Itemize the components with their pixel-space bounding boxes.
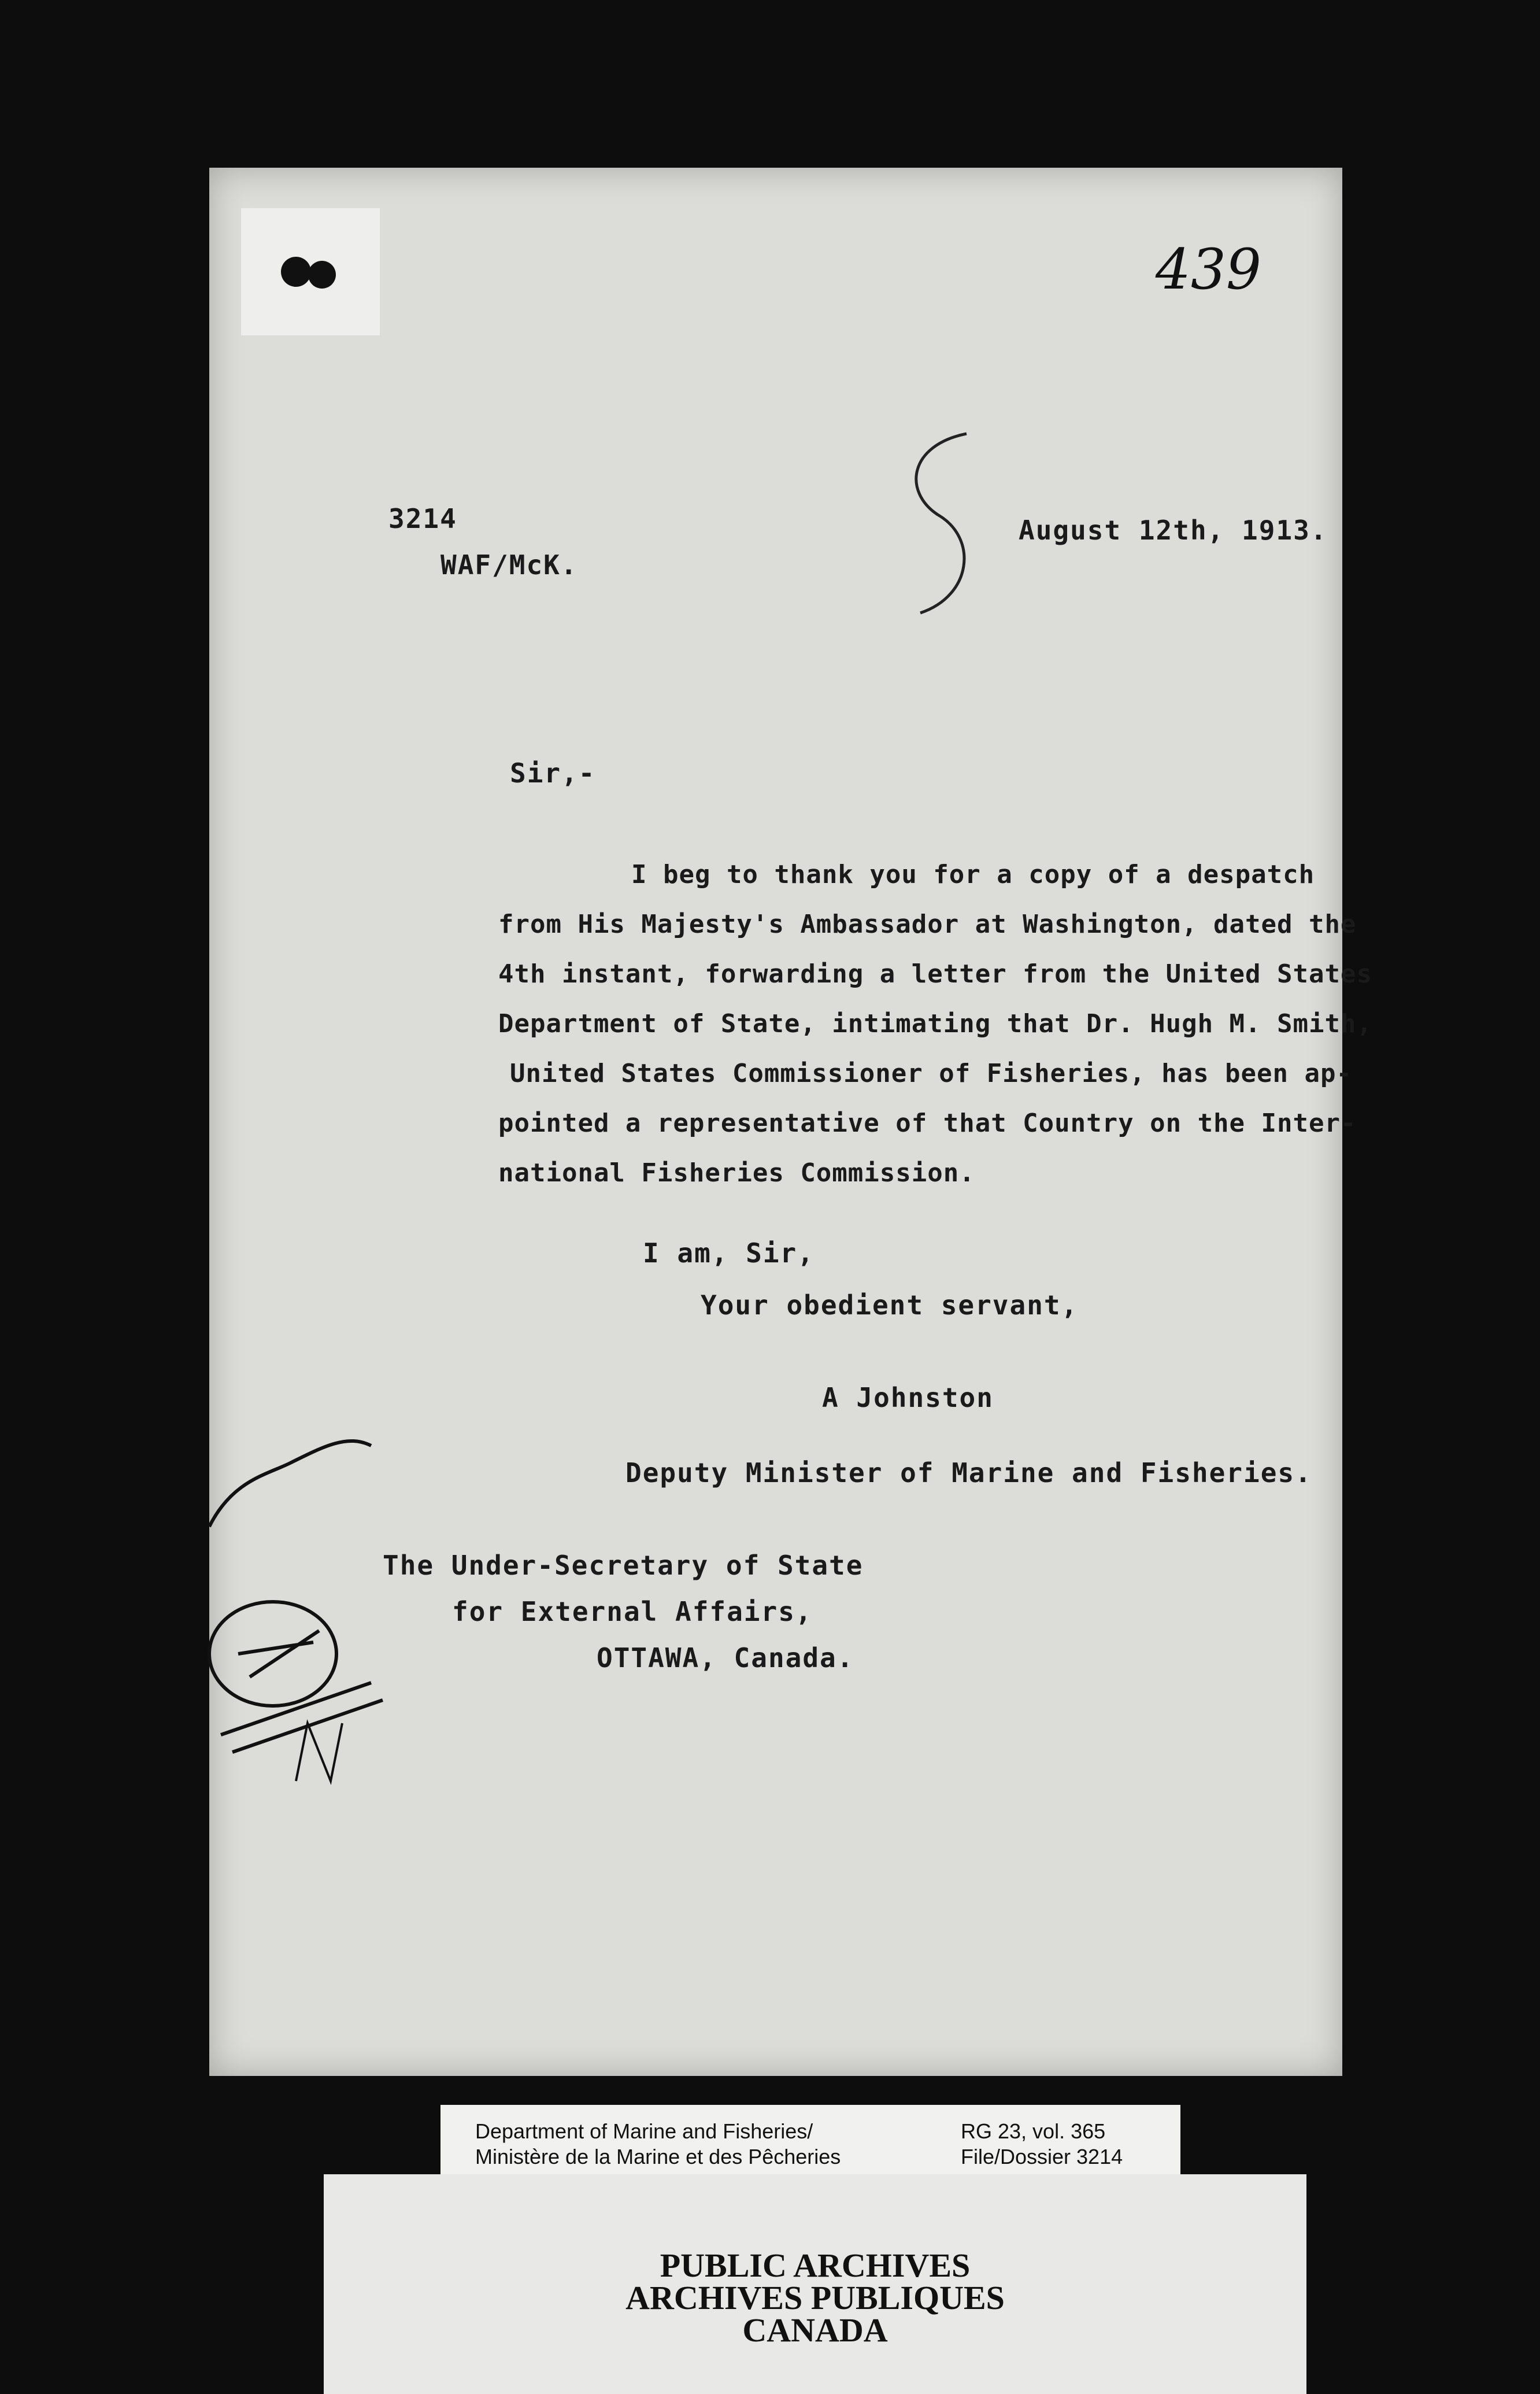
- body-line: United States Commissioner of Fisheries, has been ap-: [510, 1059, 1352, 1088]
- file-number-label: File/Dossier 3214: [961, 2145, 1123, 2168]
- file-number: 3214: [388, 503, 457, 534]
- body-line: I beg to thank you for a copy of a despatch: [631, 860, 1315, 889]
- archives-line-3: CANADA: [742, 2311, 888, 2349]
- page-number: 439: [1155, 237, 1261, 302]
- signatory-title: Deputy Minister of Marine and Fisheries.: [625, 1457, 1312, 1488]
- letter-date: August 12th, 1913.: [1019, 515, 1328, 546]
- closing-line-2: Your obedient servant,: [701, 1290, 1079, 1321]
- reference-initials: WAF/McK.: [440, 549, 578, 581]
- archives-stamp-card: [324, 2174, 1306, 2394]
- closing-line-1: I am, Sir,: [643, 1237, 815, 1269]
- letter-body: [498, 850, 1372, 1198]
- body-line: 4th instant, forwarding a letter from the United States: [498, 959, 1372, 989]
- salutation: Sir,-: [510, 758, 596, 789]
- body-line: national Fisheries Commission.: [498, 1158, 975, 1188]
- handwritten-five-mark: [862, 422, 990, 630]
- body-line: from His Majesty's Ambassador at Washington, dated the: [498, 910, 1357, 939]
- body-line: Department of State, intimating that Dr. Hugh M. Smith,: [498, 1009, 1372, 1039]
- department-english: Department of Marine and Fisheries/: [475, 2119, 813, 2143]
- record-group: RG 23, vol. 365: [961, 2119, 1106, 2143]
- punch-hole-marks: [241, 208, 380, 335]
- archives-line-2: ARCHIVES PUBLIQUES: [625, 2279, 1005, 2317]
- handwritten-approval-mark: [198, 1411, 440, 1816]
- signature: A Johnston: [822, 1382, 994, 1413]
- punch-hole-icon: [241, 208, 380, 335]
- addressee-line-3: OTTAWA, Canada.: [597, 1642, 854, 1673]
- addressee-line-1: The Under-Secretary of State: [383, 1550, 864, 1581]
- label-department: [475, 2119, 841, 2170]
- department-french: Ministère de la Marine et des Pêcheries: [475, 2145, 841, 2168]
- body-line: pointed a representative of that Country on the Inter-: [498, 1109, 1357, 1138]
- letter-page: [209, 168, 1372, 2076]
- archives-line-1: PUBLIC ARCHIVES: [660, 2247, 971, 2284]
- addressee-line-2: for External Affairs,: [452, 1596, 813, 1627]
- archives-stamp: [324, 2249, 1306, 2347]
